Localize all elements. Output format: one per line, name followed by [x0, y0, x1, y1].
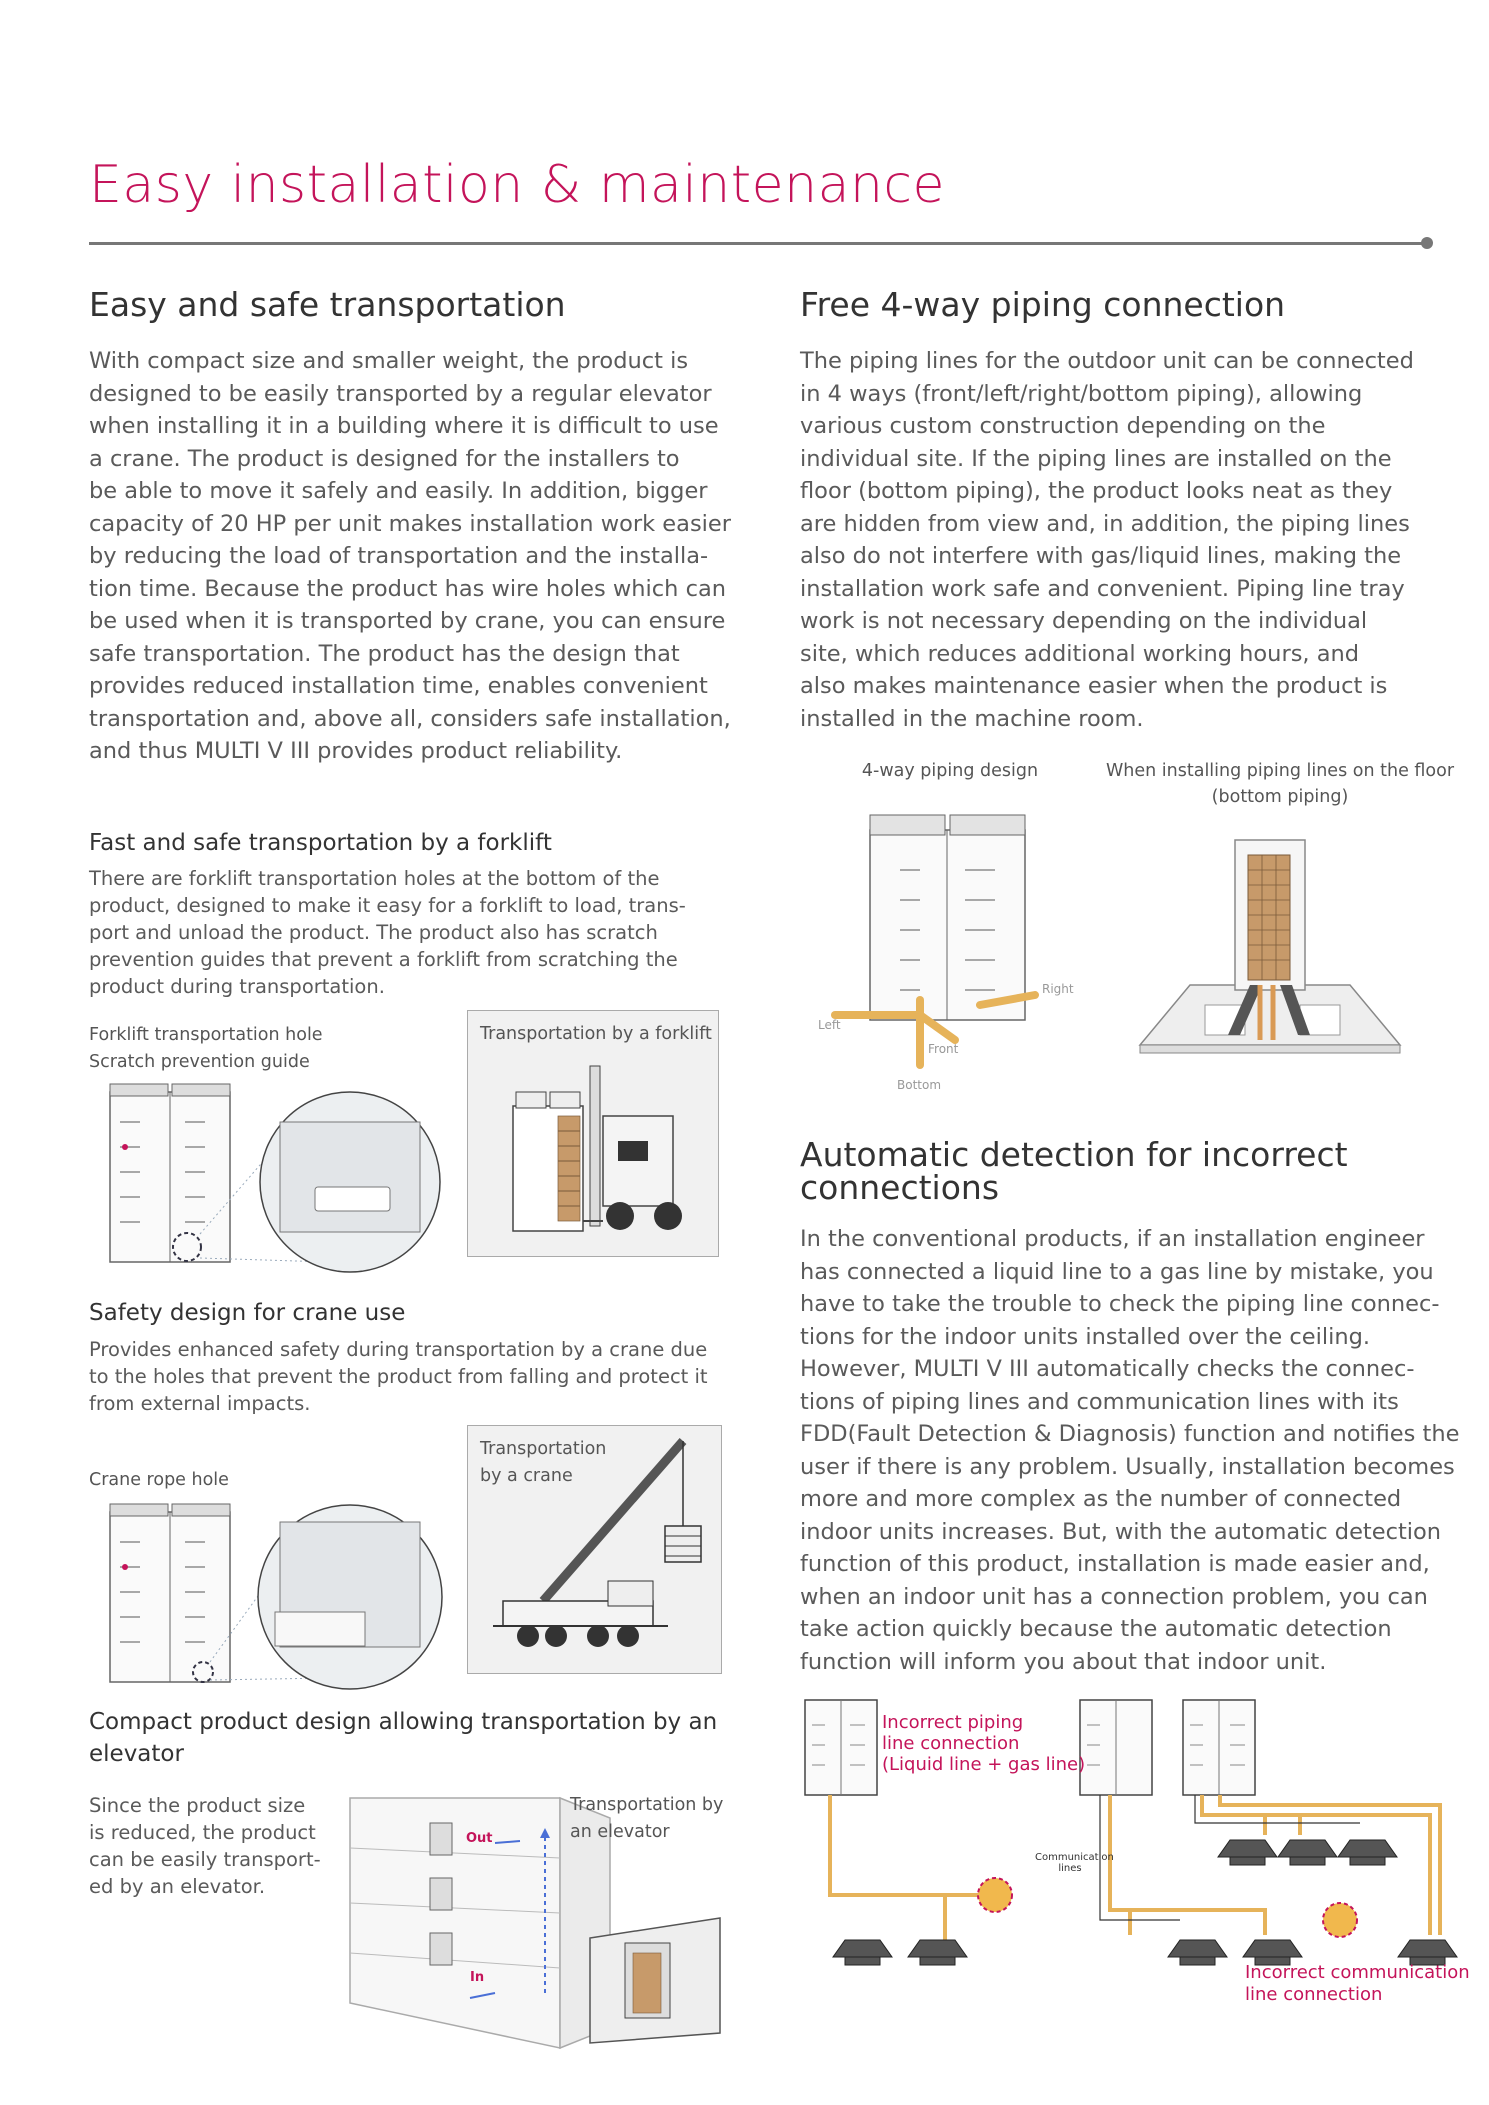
- detection-body-line: FDD(Fault Detection & Diagnosis) function and notifies the: [800, 1421, 1460, 1447]
- detection-body-line: function will inform you about that indoor unit.: [800, 1648, 1327, 1675]
- crane-body-line: to the holes that prevent the product from falling and protect it: [89, 1365, 708, 1388]
- transport-body: [89, 345, 749, 768]
- dir-right-label: Right: [1042, 982, 1074, 996]
- crane-body: [89, 1336, 749, 1417]
- piping-body-line: also makes maintenance easier when the product is: [800, 673, 1388, 699]
- piping-body-line: are hidden from view and, in addition, the piping lines: [800, 510, 1410, 537]
- crane-body-line: from external impacts.: [89, 1392, 311, 1415]
- transport-body-line: capacity of 20 HP per unit makes installation work easier: [89, 510, 732, 537]
- crane-box: [467, 1425, 722, 1674]
- transport-body-line: be used when it is transported by crane, you can ensure: [89, 608, 726, 634]
- crane-box-caption-1: Transportation: [480, 1439, 607, 1459]
- forklift-heading: Fast and safe transportation by a forklift: [89, 830, 552, 856]
- detection-body-line: tions for the indoor units installed over the ceiling.: [800, 1323, 1371, 1350]
- transport-body-line: safe transportation. The product has the design that: [89, 640, 680, 667]
- dir-left-label: Left: [818, 1018, 841, 1032]
- elevator-heading-2: elevator: [89, 1741, 184, 1767]
- forklift-body-line: port and unload the product. The product also has scratch: [89, 921, 658, 944]
- detection-body-line: more and more complex as the number of connected: [800, 1486, 1402, 1512]
- forklift-box-caption: Transportation by a forklift: [480, 1024, 712, 1044]
- elevator-caption-1: Transportation by: [570, 1795, 724, 1815]
- elevator-heading-1: Compact product design allowing transportation by an: [89, 1709, 718, 1735]
- crane-box-caption-2: by a crane: [480, 1466, 573, 1486]
- elevator-out-label: Out: [466, 1831, 493, 1846]
- detection-body-line: indoor units increases. But, with the automatic detection: [800, 1518, 1442, 1545]
- forklift-box: [467, 1010, 719, 1257]
- title-divider-end-dot: [1421, 237, 1433, 249]
- four-way-caption: 4-way piping design: [861, 761, 1039, 781]
- elevator-body-line: can be easily transport-: [89, 1848, 321, 1871]
- detection-body-line: has connected a liquid line to a gas line by mistake, you: [800, 1258, 1434, 1285]
- incorrect-piping-label-3: (Liquid line + gas line): [882, 1754, 1086, 1775]
- crane-unit-illustration: [100, 1492, 450, 1692]
- elevator-caption-2: an elevator: [570, 1822, 670, 1842]
- transport-heading: Easy and safe transportation: [89, 285, 566, 324]
- page-title: Easy installation & maintenance: [89, 155, 946, 215]
- four-way-piping-illustration: [810, 810, 1090, 1080]
- floor-piping-caption-2: (bottom piping): [1211, 787, 1349, 807]
- transport-body-line: a crane. The product is designed for the installers to: [89, 445, 680, 472]
- comm-lines-label-1: Communication: [1035, 1852, 1114, 1863]
- incorrect-piping-label-2: line connection: [882, 1733, 1020, 1754]
- piping-body-line: installed in the machine room.: [800, 705, 1144, 732]
- forklift-body: [89, 865, 729, 1000]
- piping-body-line: work is not necessary depending on the individual: [800, 608, 1368, 634]
- crane-hole-caption: Crane rope hole: [89, 1470, 229, 1490]
- detection-heading-1: Automatic detection for incorrect: [800, 1135, 1348, 1174]
- elevator-body-line: ed by an elevator.: [89, 1875, 266, 1898]
- transport-body-line: transportation and, above all, considers safe installation,: [89, 705, 731, 732]
- detection-body-line: function of this product, installation is made easier and,: [800, 1551, 1430, 1577]
- transport-body-line: provides reduced installation time, enables convenient: [89, 673, 708, 699]
- elevator-body-line: Since the product size: [89, 1794, 306, 1817]
- detection-body-line: have to take the trouble to check the piping line connec-: [800, 1291, 1440, 1317]
- detection-body-line: tions of piping lines and communication lines with its: [800, 1388, 1399, 1415]
- elevator-building-illustration: [345, 1793, 740, 2053]
- piping-body-line: floor (bottom piping), the product looks neat as they: [800, 478, 1393, 504]
- piping-body-line: installation work safe and convenient. Piping line tray: [800, 575, 1405, 602]
- crane-body-line: Provides enhanced safety during transportation by a crane due: [89, 1338, 708, 1361]
- piping-body-line: various custom construction depending on the: [800, 413, 1326, 439]
- transport-body-line: when installing it in a building where it is difficult to use: [89, 413, 719, 439]
- detection-body-line: take action quickly because the automatic detection: [800, 1616, 1392, 1642]
- scratch-guide-caption: Scratch prevention guide: [89, 1052, 310, 1072]
- detection-body-line: user if there is any problem. Usually, installation becomes: [800, 1453, 1455, 1480]
- forklift-unit-illustration: [100, 1082, 450, 1272]
- floor-piping-illustration: [1140, 835, 1400, 1060]
- crane-icon: [488, 1431, 713, 1666]
- forklift-body-line: product, designed to make it easy for a forklift to load, trans-: [89, 894, 686, 917]
- forklift-icon: [508, 1056, 698, 1246]
- forklift-body-line: product during transportation.: [89, 975, 385, 998]
- piping-body-line: individual site. If the piping lines are installed on the: [800, 445, 1392, 472]
- transport-body-line: and thus MULTI V III provides product reliability.: [89, 738, 623, 764]
- piping-body-line: also do not interfere with gas/liquid lines, making the: [800, 543, 1402, 569]
- detection-body-line: when an indoor unit has a connection problem, you can: [800, 1583, 1428, 1610]
- forklift-body-line: prevention guides that prevent a forklift from scratching the: [89, 948, 678, 971]
- floor-piping-caption-1: When installing piping lines on the floor: [1105, 761, 1455, 781]
- elevator-in-label: In: [470, 1970, 485, 1985]
- comm-lines-label-2: lines: [1058, 1863, 1082, 1874]
- piping-body: [800, 345, 1460, 735]
- piping-heading: Free 4-way piping connection: [800, 285, 1286, 324]
- transport-body-line: be able to move it safely and easily. In addition, bigger: [89, 478, 708, 504]
- incorrect-piping-label-1: Incorrect piping: [882, 1712, 1024, 1733]
- detection-heading-2: connections: [800, 1168, 1000, 1207]
- transport-body-line: by reducing the load of transportation and the installa-: [89, 543, 709, 569]
- dir-bottom-label: Bottom: [897, 1078, 942, 1092]
- detection-body-line: However, MULTI V III automatically checks the connec-: [800, 1356, 1415, 1382]
- transport-body-line: designed to be easily transported by a regular elevator: [89, 380, 712, 407]
- piping-body-line: site, which reduces additional working hours, and: [800, 640, 1360, 667]
- incorrect-comm-label-1: Incorrect communication: [1245, 1962, 1470, 1983]
- forklift-hole-caption: Forklift transportation hole: [89, 1025, 323, 1045]
- title-divider: [89, 242, 1427, 245]
- dir-front-label: Front: [928, 1042, 959, 1056]
- piping-body-line: The piping lines for the outdoor unit can be connected: [800, 348, 1414, 374]
- detection-body: [800, 1223, 1480, 1678]
- forklift-body-line: There are forklift transportation holes at the bottom of the: [89, 867, 660, 890]
- comm-lines-label: [1035, 1852, 1114, 1874]
- incorrect-comm-label-2: line connection: [1245, 1984, 1383, 2005]
- transport-body-line: With compact size and smaller weight, the product is: [89, 348, 689, 374]
- elevator-body-line: is reduced, the product: [89, 1821, 316, 1844]
- elevator-body: [89, 1792, 329, 1900]
- crane-heading: Safety design for crane use: [89, 1300, 406, 1326]
- transport-body-line: tion time. Because the product has wire holes which can: [89, 575, 727, 602]
- detection-body-line: In the conventional products, if an installation engineer: [800, 1226, 1425, 1252]
- piping-body-line: in 4 ways (front/left/right/bottom piping), allowing: [800, 380, 1363, 407]
